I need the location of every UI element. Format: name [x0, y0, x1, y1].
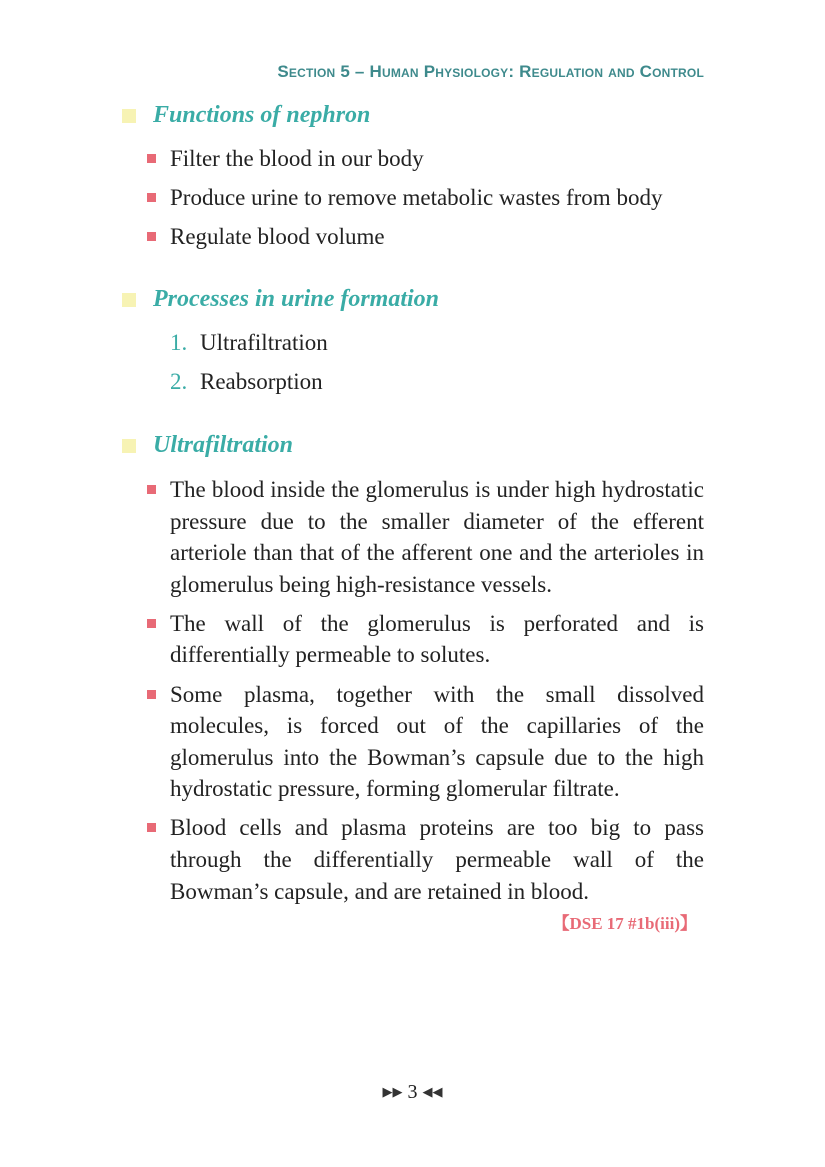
list-item: 2. Reabsorption [170, 369, 323, 394]
page-number: 3 [407, 1081, 418, 1103]
functions-list [147, 143, 704, 260]
list-item: Regulate blood volume [147, 221, 704, 253]
list-item: 1. Ultrafiltration [170, 330, 328, 355]
bullet-icon [147, 485, 156, 494]
heading-ultrafiltration [122, 432, 293, 459]
heading-processes-in-urine-formation [122, 286, 439, 313]
heading-functions-of-nephron [122, 102, 370, 129]
list-item: Some plasma, together with the small dissolved molecules, is forced out of the capillaries of the glomerulus into the Bowman’s capsule due to the high hydrostatic pressure, forming glomerular filtrate. [147, 679, 704, 805]
list-item: Blood cells and plasma proteins are too big to pass through the differentially permeable wall of the Bowman’s capsule, and are retained in blood. [147, 812, 704, 907]
processes-list [170, 327, 328, 405]
bullet-icon [147, 690, 156, 699]
forward-arrows-icon: ▶▶ [382, 1084, 403, 1099]
list-item: Filter the blood in our body [147, 143, 704, 175]
heading-bullet-icon [122, 109, 136, 123]
bullet-icon [147, 232, 156, 241]
backward-arrows-icon: ◀◀ [422, 1084, 443, 1099]
page-footer [0, 1081, 825, 1104]
list-item: The blood inside the glomerulus is under high hydrostatic pressure due to the smaller diameter of the efferent arteriole than that of the afferent one and the arterioles in glomerulus being high-resistance vessels. [147, 474, 704, 600]
bullet-icon [147, 193, 156, 202]
section-header: Section 5 – Human Physiology: Regulation and Control [277, 62, 704, 81]
list-item: The wall of the glomerulus is perforated and is differentially permeable to solutes. [147, 608, 704, 671]
heading-bullet-icon [122, 293, 136, 307]
heading-text: Functions of nephron [153, 102, 371, 128]
heading-bullet-icon [122, 439, 136, 453]
bullet-icon [147, 823, 156, 832]
heading-text: Processes in urine formation [153, 286, 440, 312]
bullet-icon [147, 154, 156, 163]
list-item: Produce urine to remove metabolic wastes from body [147, 182, 704, 214]
bullet-icon [147, 619, 156, 628]
exam-reference: 【DSE 17 #1b(iii)】 [552, 914, 697, 933]
heading-text: Ultrafiltration [153, 432, 294, 458]
ultrafiltration-list [147, 474, 704, 915]
